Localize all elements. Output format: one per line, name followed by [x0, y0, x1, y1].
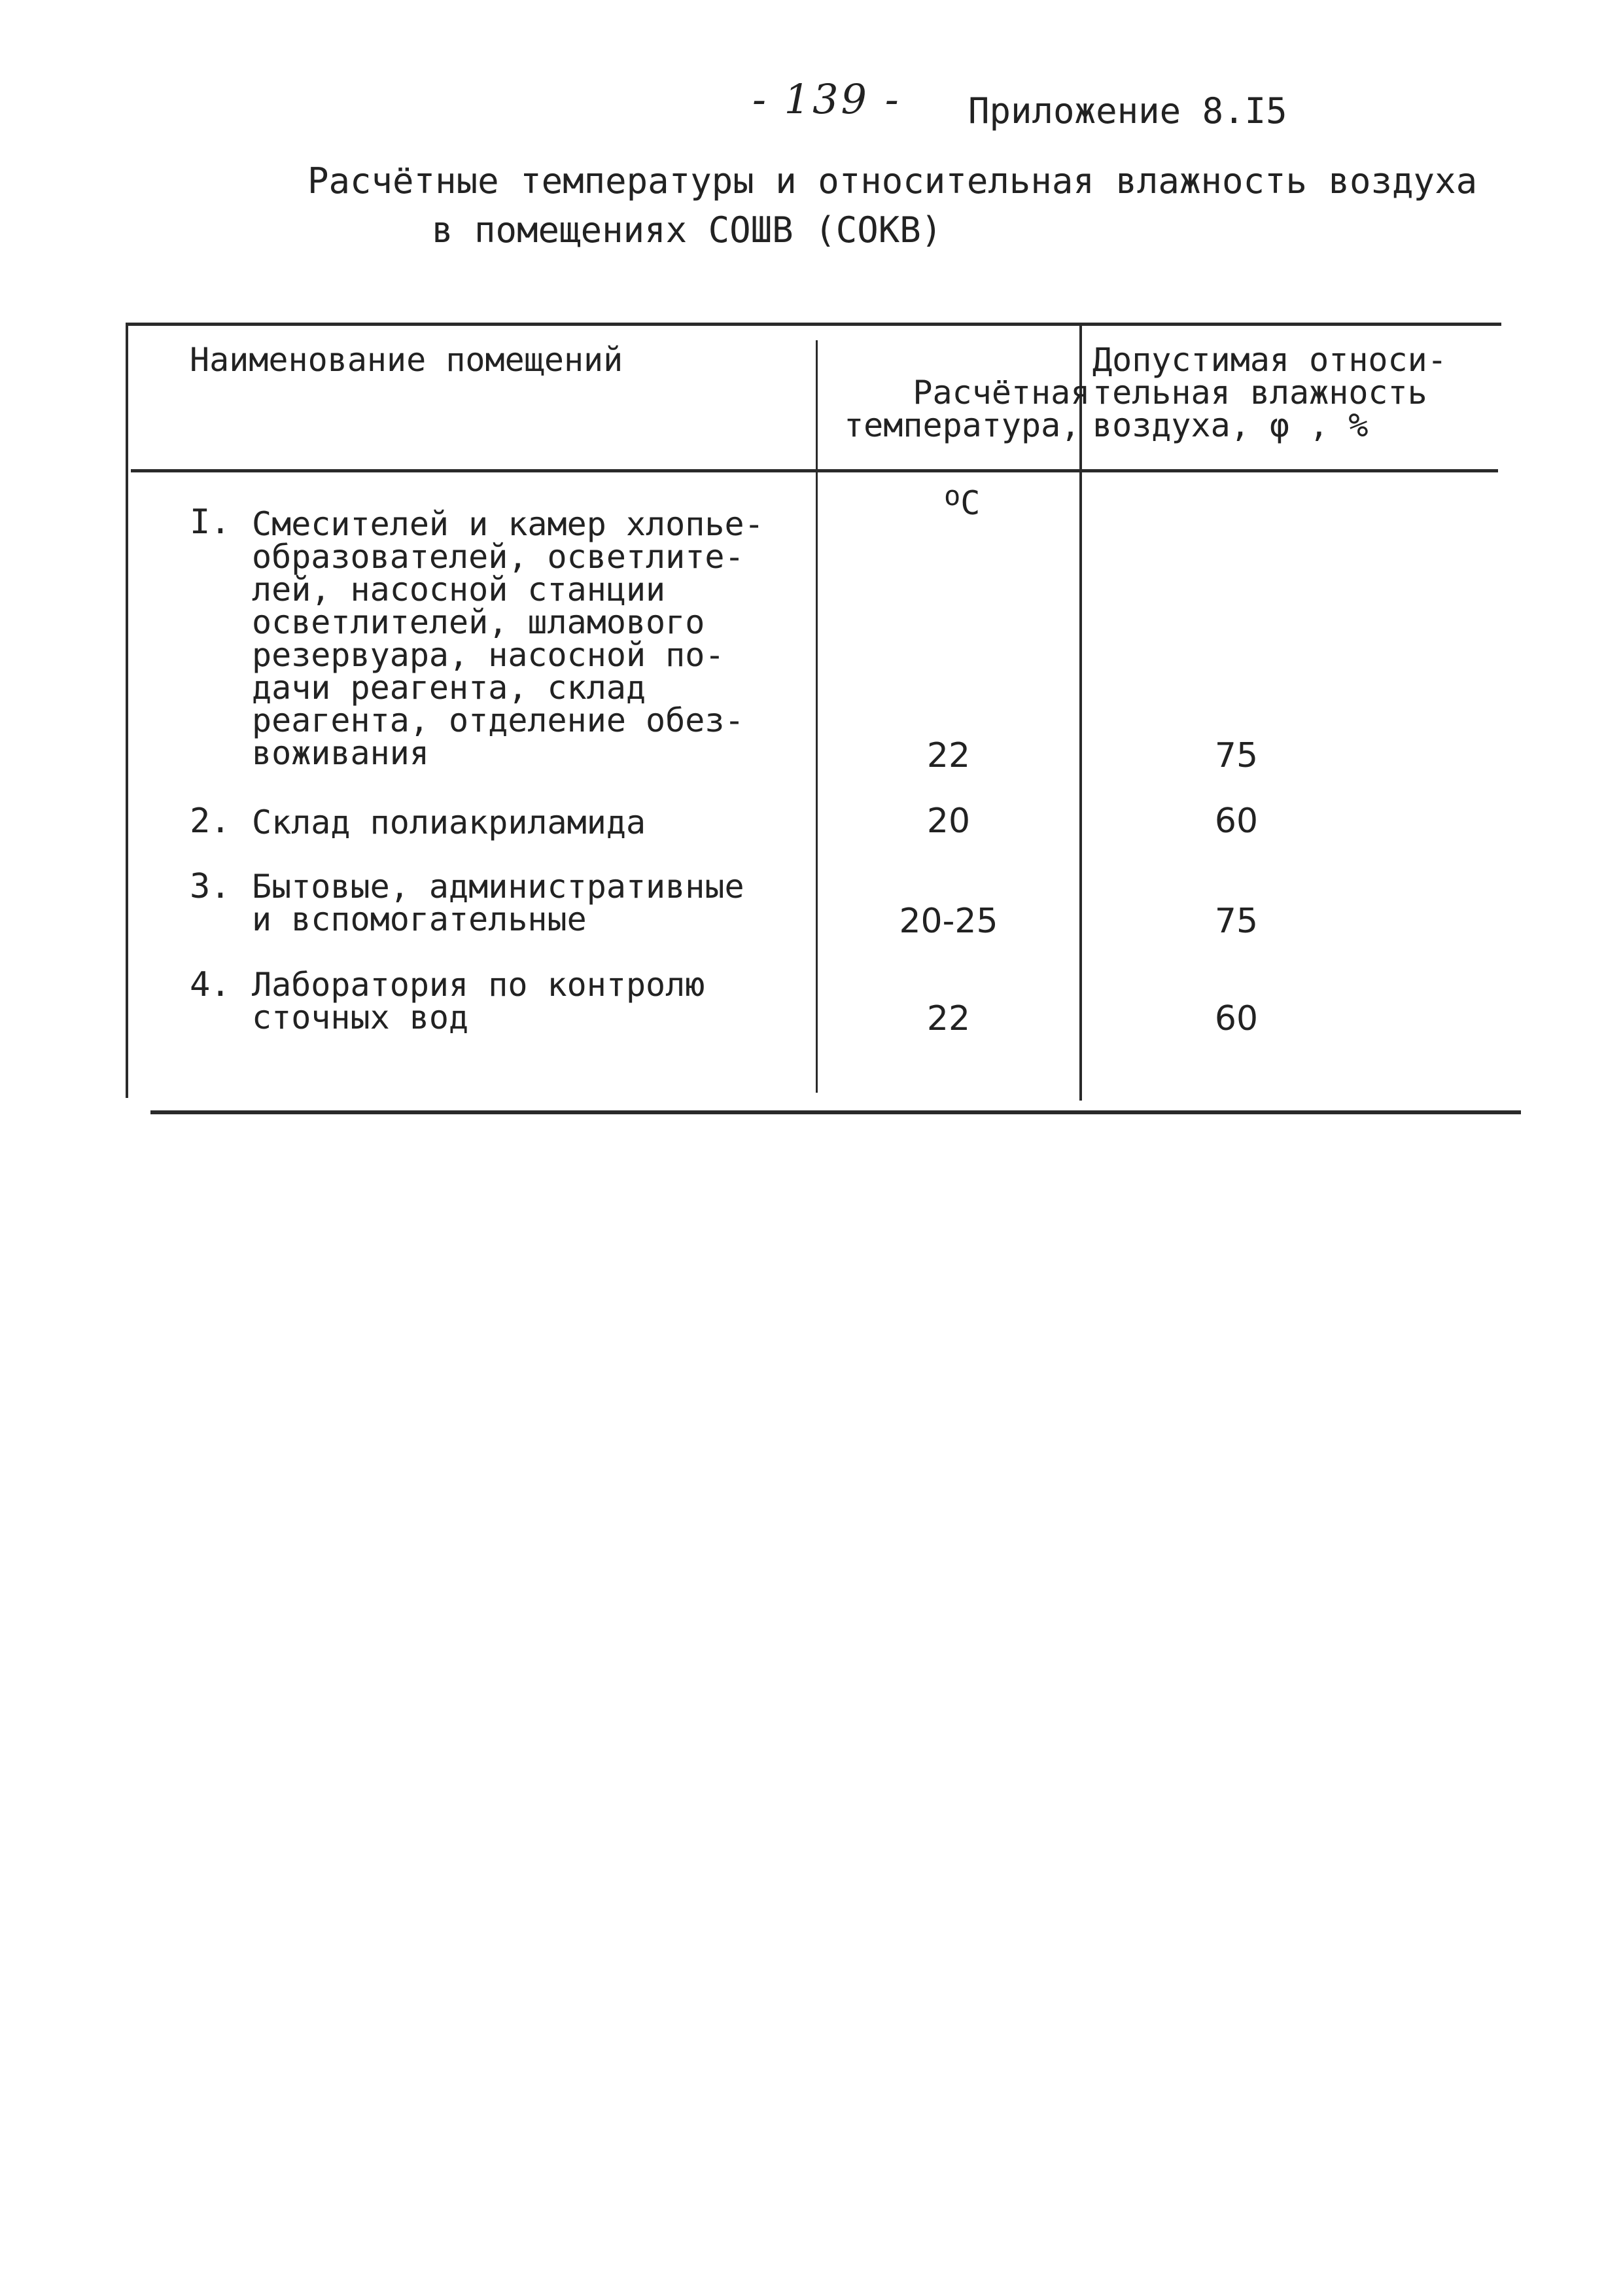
document-subtitle: в помещениях СОШВ (СОКВ): [432, 209, 943, 251]
degree-sign: о: [943, 480, 961, 512]
table-bottom-border: [150, 1110, 1521, 1114]
table-header-divider: [131, 469, 1498, 472]
row-number: 4.: [190, 965, 231, 1004]
page-number: - 139 -: [752, 75, 901, 123]
row-name: Бытовые, административные и вспомогательные: [252, 868, 744, 938]
row-name: Смесителей и камер хлопье- образователей, осветлите- лей, насосной станции осветлителей, шламового резервуара, насосной по- дачи реагента, склад реагента, отделение обез- воживания: [252, 505, 764, 772]
row-humidity: 75: [1214, 902, 1259, 941]
table-left-border: [126, 323, 128, 1098]
column-divider-1: [816, 340, 818, 1093]
header-temperature-label: Расчётная температура,: [844, 374, 1091, 444]
row-number: I.: [190, 503, 231, 542]
row-humidity: 60: [1214, 999, 1259, 1038]
row-name: Склад полиакриламида: [252, 804, 646, 841]
row-temperature: 22: [926, 999, 971, 1038]
table-top-border: [128, 323, 1501, 326]
header-name: Наименование помещений: [190, 341, 623, 379]
row-number: 3.: [190, 867, 231, 906]
row-humidity: 60: [1214, 802, 1259, 841]
row-temperature: 20-25: [899, 902, 998, 941]
header-humidity: Допустимая относи- тельная влажность воздуха, φ , %: [1092, 341, 1447, 444]
appendix-label: Приложение 8.I5: [968, 90, 1287, 132]
celsius-letter: С: [960, 484, 981, 522]
header-temperature-unit: [834, 480, 1090, 520]
row-name: Лаборатория по контролю сточных вод: [252, 966, 705, 1036]
row-temperature: 20: [926, 802, 971, 841]
row-temperature: 22: [926, 736, 971, 775]
row-humidity: 75: [1214, 736, 1259, 775]
header-temperature: [834, 344, 1090, 585]
document-title: Расчётные температуры и относительная влажность воздуха: [307, 160, 1478, 202]
row-number: 2.: [190, 802, 231, 841]
